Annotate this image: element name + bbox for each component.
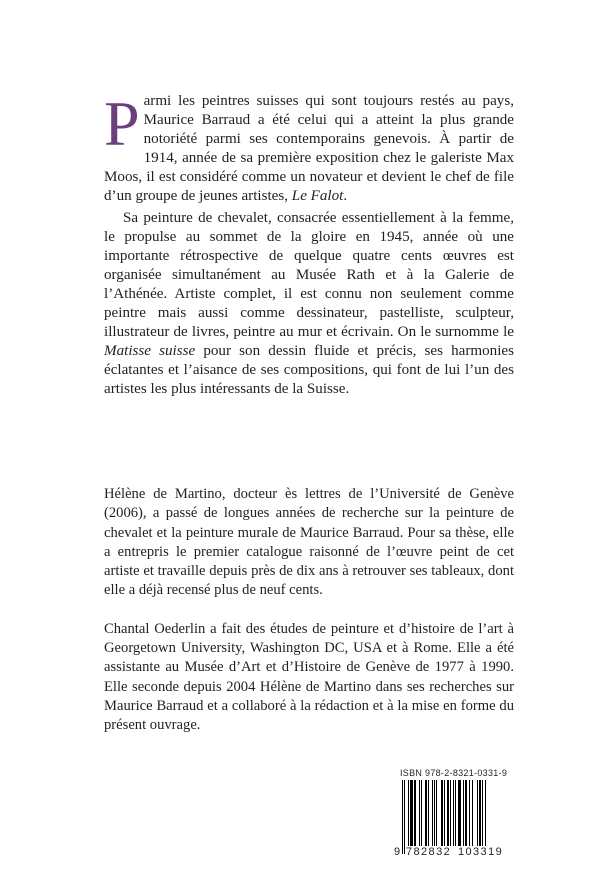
barcode-bar [404, 780, 405, 854]
intro-paragraph-2: Sa peinture de chevalet, consacrée essentiellement à la femme, le propulse au sommet de la gloire en 1945, année où une importante rétrospective de quelque quatre cents œuvres est organisée simultanément au Musée Rath et à la Galerie de l’Athénée. Artiste complet, il est connu non seulement comme peintre mais aussi comme dessinateur, pastelliste, sculpteur, illustrateur de livres, peintre au mur et écrivain. On le surnomme le Matisse suisse pour son dessin fluide et précis, ses harmonies éclatantes et l’aisance de ses compositions, qui font de lui l’un des artistes les plus intéressants de la Suisse. [104, 210, 514, 397]
barcode-right-digits: 103319 [458, 846, 504, 858]
barcode-bar [453, 780, 454, 846]
authors-bio [104, 485, 514, 736]
nickname: Matisse suisse [104, 343, 196, 359]
group-name: Le Falot [291, 188, 344, 204]
barcode-bar [421, 780, 422, 846]
barcode-lead-digit: 9 [394, 846, 401, 858]
barcode-bar [432, 780, 433, 846]
bio-de-martino: Hélène de Martino, docteur ès lettres de l’Université de Genève (2006), a passé de longues années de recherche sur la peinture de chevalet et la peinture murale de Maurice Barraud. Pour sa thèse, elle a entrepris le premier catalogue raisonné de l’œuvre peint de cet artiste et travaille depuis près de dix ans à retrouver ses tableaux, dont elle a déjà recensé plus de neuf cents. [104, 486, 514, 599]
barcode-bar [434, 780, 435, 846]
barcode-bar [408, 780, 409, 846]
barcode [388, 768, 514, 856]
barcode-bar [441, 780, 443, 846]
barcode-bar [444, 780, 445, 854]
barcode-bar [450, 780, 451, 846]
barcode-bar [402, 780, 403, 854]
barcode-bars [396, 780, 514, 856]
bio-oederlin: Chantal Oederlin a fait des études de peinture et d’histoire de l’art à Georgetown University, Washington DC, USA et à Rome. Elle a été assistante au Musée d’Art et d’Histoire de Genève de 1977 à 1990. Elle seconde depuis 2004 Hélène de Martino dans ses recherches sur Maurice Barraud et a collaboré à la rédaction et à la mise en forme du présent ouvrage. [104, 620, 514, 734]
barcode-bar [419, 780, 420, 846]
intro-text [104, 88, 514, 399]
isbn-label: ISBN 978-2-8321-0331-9 [400, 768, 508, 778]
barcode-left-digits: 782832 [406, 846, 452, 858]
barcode-bar [458, 780, 461, 846]
intro-paragraph-1: Parmi les peintres suisses qui sont toujours restés au pays, Maurice Barraud a été celui qui a atteint la plus grande notoriété parmi ses contemporains genevois. À partir de 1914, année de sa première exposition chez le galeriste Max Moos, il est considéré comme un novateur et devient le chef de file d’un groupe de jeunes artistes, Le Falot. [104, 88, 514, 204]
barcode-bar [447, 780, 449, 854]
barcode-bar [455, 780, 456, 846]
barcode-bar [465, 780, 467, 846]
barcode-bar [477, 780, 478, 846]
barcode-bar [482, 780, 483, 854]
barcode-bar [479, 780, 481, 846]
barcode-bar [436, 780, 437, 846]
barcode-bar [463, 780, 464, 846]
barcode-bar [414, 780, 416, 846]
barcode-bar [469, 780, 470, 846]
barcode-bar [472, 780, 473, 846]
barcode-bar [485, 780, 486, 854]
barcode-bar [410, 780, 413, 846]
barcode-bar [428, 780, 429, 846]
barcode-bar [425, 780, 427, 846]
drop-cap: P [104, 88, 140, 159]
